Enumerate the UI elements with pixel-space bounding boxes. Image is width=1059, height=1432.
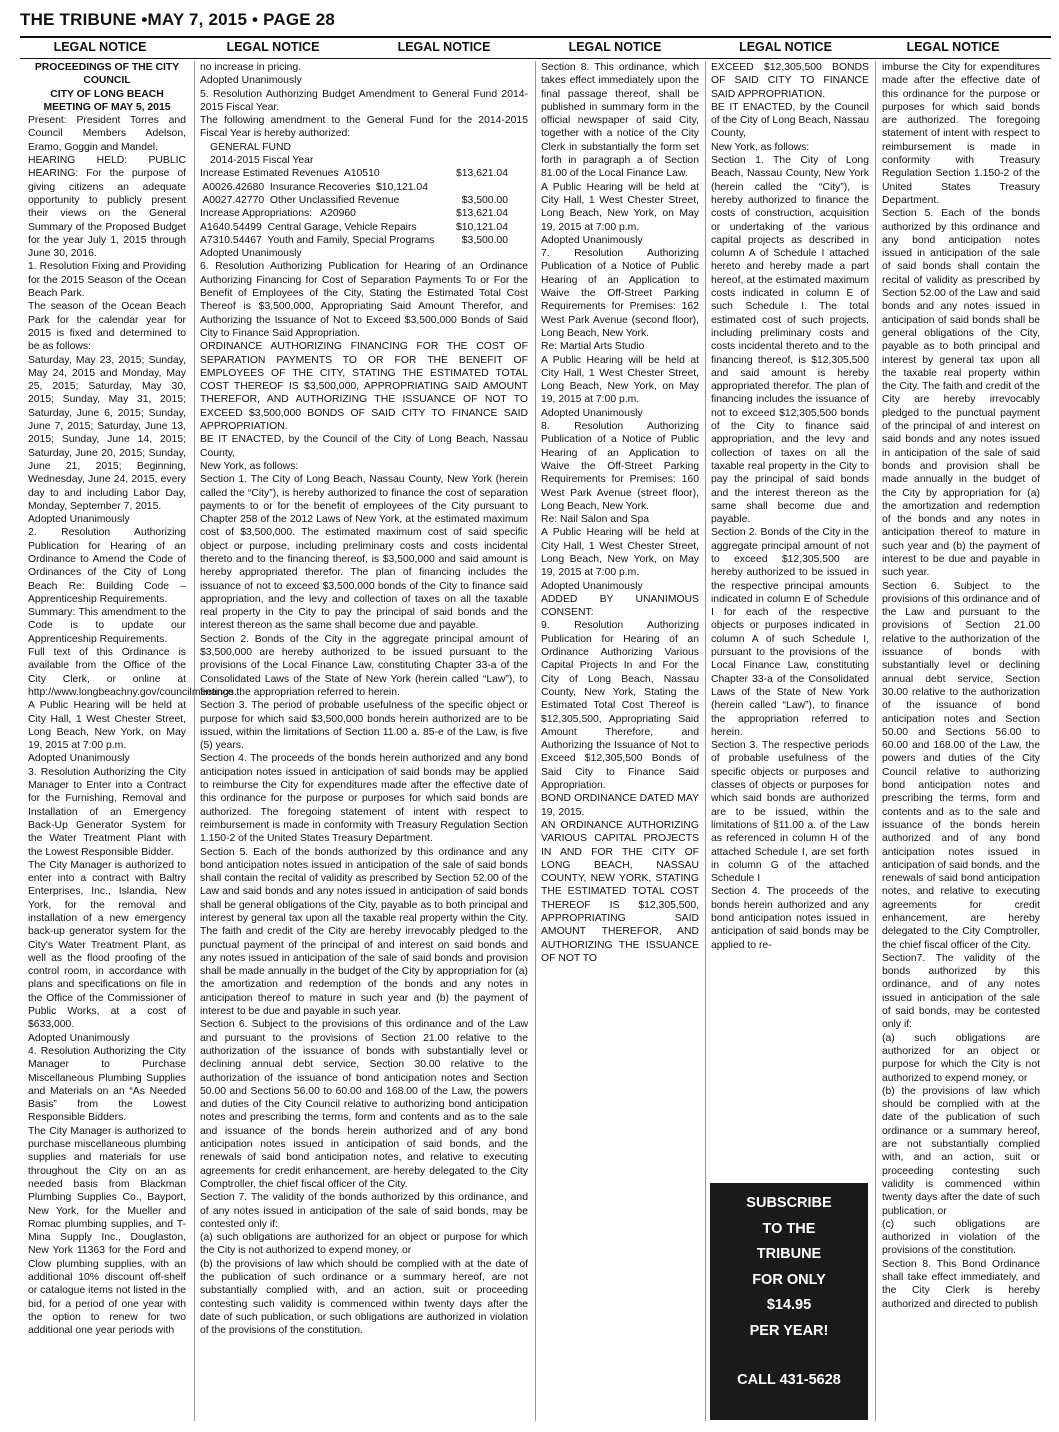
paragraph: Adopted Unanimously bbox=[541, 234, 643, 246]
paragraph: The following amendment to the General Fund for the 2014-2015 Fiscal Year is hereby authorized: bbox=[200, 115, 528, 140]
fund-row-label: A7310.54467 Youth and Family, Special Programs bbox=[200, 234, 435, 246]
paragraph: New York, as follows: bbox=[711, 141, 810, 153]
paragraph: Section 2. Bonds of the City in the aggregate principal amount of $3,500,000 are hereby authorized to be issued pursuant to the provisions of the Local Finance Law, constituting Chapter 33-a of the Consolidated Laws of the State of New York (herein called “Law”), to finance the appropriation referred to herein. bbox=[200, 633, 528, 698]
paragraph: 8. Resolution Authorizing Publication of a Notice of Public Hearing of an Application to Waive the Off-Street Parking Requirements for Premises: 160 West Park Avenue (street floor), Long Beach, New York. bbox=[541, 421, 699, 512]
paragraph: Section 3. The respective periods of probable usefulness of the specific objects or purposes and classes of objects or purposes for which said bonds are authorized are to be issued, within the limitations of §11.00 a. of the Law as referenced in column H of the attached Schedule I, are set forth in column G of the attached Schedule I bbox=[711, 740, 869, 885]
paragraph: Section 3. The period of probable usefulness of the specific object or purpose for which said $3,500,000 bonds herein authorized are to be issued, within the limitations of Section 11.00 a. 85-e of the Law, is five (5) years. bbox=[200, 700, 528, 752]
fund-row-amount: $10,121.04 bbox=[455, 221, 508, 233]
column-header: LEGAL NOTICE bbox=[53, 40, 147, 54]
col2-intro bbox=[200, 61, 528, 141]
paragraph: (c) such obligations are authorized in violation of the provisions of the constitution. bbox=[882, 1218, 1040, 1257]
paragraph: BOND ORDINANCE DATED MAY 19, 2015. bbox=[541, 793, 699, 818]
proceedings-heading: PROCEEDINGS OF THE CITY COUNCIL bbox=[34, 62, 180, 87]
paragraph: Re: Nail Salon and Spa bbox=[541, 514, 650, 526]
fund-title: GENERAL FUND bbox=[210, 141, 292, 153]
paragraph: Adopted Unanimously bbox=[200, 248, 302, 260]
paragraph: The City Manager is authorized to purchase miscellaneous plumbing supplies and materials for use throughout the City on an as needed basis from Blackman Plumbing Supplies Co., Bayport, New York, for the Mueller and Romac plumbing supplies, and T-Mina Supply Inc., Douglaston, New York 11363 for the Ford and Clow plumbing supplies, with an additional 10% discount off-shelf or catalogue items not listed in the bid, for a period of one year with the option to renew for two additional one year periods with bbox=[28, 1125, 186, 1337]
fund-table bbox=[200, 167, 528, 247]
city-heading: CITY OF LONG BEACH bbox=[50, 88, 164, 100]
paragraph: A Public Hearing will be held at City Hall, 1 West Chester Street, Long Beach, New York, on May 19, 2015 at 7:00 p.m. bbox=[28, 700, 186, 752]
paragraph: (b) the provisions of law which should be complied with at the date of the publication of such ordinance or a summary hereof, are not substantially complied with, and an action, suit or proceeding contesting such validity is commenced within twenty days after the date of such publication, or such obligations are authorized in violation of the provisions of the constitution. bbox=[200, 1258, 528, 1337]
fund-row-label: A0027.42770 Other Unclassified Revenue bbox=[200, 194, 400, 206]
column-divider bbox=[705, 61, 706, 1421]
paragraph: Re: Martial Arts Studio bbox=[541, 341, 645, 353]
paragraph: Saturday, May 23, 2015; Sunday, May 24, 2015 and Monday, May 25, 2015; Saturday, May 30, 2015; Sunday, May 31, 2015; Saturday, June 6, 2015; Sunday, June 7, 2015; Saturday, June 13, 2015; Sunday, June 14, 2015; Saturday, June 20, 2015; Sunday, June 21, 2015; Beginning, Wednesday, June 24, 2015, every day to and including Labor Day, Monday, September 7, 2015. bbox=[28, 354, 186, 512]
col2-body bbox=[200, 247, 528, 1337]
paragraph: BE IT ENACTED, by the Council of the City of Long Beach, Nassau County, bbox=[711, 101, 869, 140]
paragraph: The City Manager is authorized to enter into a contract with Baltry Enterprises, Inc., Islandia, New York, for the removal and installation of a new emergency back-up generator system for the City's Water Treatment Plant, as well as the flood proofing of the control room, in accordance with plans and specifications on file in the Office of the Commissioner of Public Works, at a cost of $633,000. bbox=[28, 859, 186, 1031]
paragraph: Section 5. Each of the bonds authorized by this ordinance and any bond anticipation notes issued in anticipation of the sale of said bonds shall contain the recital of validity as prescribed by Section 52.00 of the Law and said bonds and any notes issued in anticipation of said bonds shall be general obligations of the City, payable as to both principal and interest by general tax upon all the taxable real property within the City. The faith and credit of the City are hereby irrevocably pledged to the punctual payment of the principal of and interest on said bonds and any notes issued in anticipation of the sale of said bonds and provision shall be made annually in the budget of the City by appropriation for (a) the amortization and redemption of the bonds and any notes in anticipation thereof to mature in such year and (b) the payment of interest to be due and payable in such year. bbox=[882, 208, 1040, 579]
fund-row-amount: $3,500.00 bbox=[461, 194, 508, 206]
fund-row-label: Increase Appropriations: A20960 bbox=[200, 208, 356, 220]
column-header: LEGAL NOTICE bbox=[397, 40, 491, 54]
paragraph: (a) such obligations are authorized for an object or purpose for which the City is not authorized to expend money, or bbox=[882, 1032, 1040, 1084]
paragraph: Section 4. The proceeds of the bonds herein authorized and any bond anticipation notes issued in anticipation of said bonds may be applied to reimburse the City for expenditures made after the effective date of this ordinance for the purpose or purposes for which said bonds are authorized. The foregoing statement of intent with respect to reimbursement is made in conformity with Treasury Regulation Section 1.150-2 of the United States Treasury Department. bbox=[200, 753, 528, 845]
ad-line: TO THE bbox=[762, 1220, 816, 1237]
paragraph: The season of the Ocean Beach Park for the calendar year for 2015 is fixed and determined to be as follows: bbox=[28, 301, 186, 353]
fund-row-amount: $10,121.04 bbox=[375, 181, 428, 193]
paragraph: (b) the provisions of law which should be complied with at the date of the publication of such ordinance or a summary hereof, are not substantially complied with, and an action, suit or proceeding contesting such validity is commenced within twenty days after the date of such publication, or bbox=[882, 1085, 1040, 1217]
fund-row-amount: $13,621.04 bbox=[455, 208, 508, 220]
fund-row-label: Increase Estimated Revenues A10510 bbox=[200, 168, 380, 180]
ad-line: PER YEAR! bbox=[749, 1322, 829, 1339]
paragraph: Section 5. Each of the bonds authorized by this ordinance and any bond anticipation notes issued in anticipation of the sale of said bonds shall contain the recital of validity as prescribed by Section 52.00 of the Law and said bonds and any notes issued in anticipation of said bonds shall be general obligations of the City, payable as to both principal and interest by general tax upon all the taxable real property within the City. The faith and credit of the City are hereby irrevocably pledged to the punctual payment of the principal of and interest on said bonds and any notes issued in anticipation of the sale of said bonds and provision shall be made annually in the budget of the City by appropriation for (a) the amortization and redemption of the bonds and any notes in anticipation thereof to mature in such year and (b) the payment of interest to be due and payable in such year. bbox=[200, 846, 528, 1018]
column-header: LEGAL NOTICE bbox=[226, 40, 320, 54]
paragraph: (a) such obligations are authorized for an object or purpose for which the City is not authorized to expend money, or bbox=[200, 1232, 528, 1257]
column-headers bbox=[20, 40, 1051, 58]
column-5 bbox=[882, 61, 1040, 1421]
paragraph: 3. Resolution Authorizing the City Manager to Enter into a Contract for the Furnishing, Removal and Installation of an Emergency Back-Up Generator System for the Water Treatment Plant with the Lowest Responsible Bidder. bbox=[28, 766, 186, 858]
fund-row bbox=[200, 221, 528, 234]
paragraph: imburse the City for expenditures made after the effective date of this ordinance for the purpose or purposes for which said bonds are authorized. The foregoing statement of intent with respect to reimbursement is made in conformity with Treasury Regulation Section 1.150-2 of the United States Treasury Department. bbox=[882, 62, 1040, 206]
fund-row bbox=[200, 194, 528, 207]
col1-body bbox=[28, 114, 237, 1337]
ad-line: TRIBUNE bbox=[756, 1246, 822, 1262]
paragraph: Section 8. This ordinance, which takes effect immediately upon the final passage thereof, shall be published in summary form in the official newspaper of said City, together with a notice of the City Clerk in substantially the form set forth in paragraph a of Section 81.00 of the Local Finance Law. bbox=[541, 62, 699, 180]
paragraph: 6. Resolution Authorizing Publication for Hearing of an Ordinance Authorizing Financing for Cost of Separation Payments To or For the Benefit of Employees of the City, Stating the Estimated Total Cost Thereof is $3,500,000, Appropriating Said Amount Therefor, and Authorizing the Issuance of Not to Exceed $3,500,000 Bonds of Said City to Finance Said Appropriation. bbox=[200, 261, 528, 339]
paragraph: Section 4. The proceeds of the bonds herein authorized and any bond anticipation notes issued in anticipation of said bonds may be applied to re- bbox=[711, 886, 869, 951]
paragraph: New York, as follows: bbox=[200, 460, 299, 472]
paragraph: 1. Resolution Fixing and Providing for the 2015 Season of the Ocean Beach Park. bbox=[28, 261, 186, 300]
column-header: LEGAL NOTICE bbox=[739, 40, 832, 54]
column-header: LEGAL NOTICE bbox=[906, 40, 1000, 54]
paragraph: A Public Hearing will be held at City Hall, 1 West Chester Street, Long Beach, New York, on May 19, 2015 at 7:00 p.m. bbox=[541, 354, 699, 406]
column-divider bbox=[535, 61, 536, 1421]
fund-row-amount: $13,621.04 bbox=[455, 168, 508, 180]
paragraph: A Public Hearing will be held at City Hall, 1 West Chester Street, Long Beach, New York, on May 19, 2015 at 7:00 p.m. bbox=[541, 181, 699, 233]
fund-year: 2014-2015 Fiscal Year bbox=[210, 155, 314, 167]
fund-row bbox=[200, 207, 528, 220]
col5-body bbox=[882, 61, 1040, 1311]
paragraph: 4. Resolution Authorizing the City Manager to Purchase Miscellaneous Plumbing Supplies and Materials on an “As Needed Basis” from the Lowest Responsible Bidders. bbox=[28, 1045, 186, 1124]
paragraph: ADDED BY UNANIMOUS CONSENT: bbox=[541, 593, 699, 619]
paragraph: Adopted Unanimously bbox=[541, 407, 643, 419]
paragraph: Section 1. The City of Long Beach, Nassau County, New York (herein called the “City”), is hereby authorized to finance the cost of separation payments to or for the benefit of employees of the City pursuant to Chapter 258 of the 2012 Laws of New York, at the estimated maximum cost of $3,500,000. The estimated maximum cost of said specific object or purpose, including preliminary costs and costs incidental thereto and to the financing thereof, is $3,500,000 and said amount is hereby appropriated therefor. The plan of financing includes the issuance of not to exceed $3,500,000 bonds of the City to finance said appropriation, and the levy and collection of taxes on all the taxable real property in the City to pay the principal of said bonds and the interest thereon as the same shall become due and payable. bbox=[200, 474, 528, 632]
paragraph: ORDINANCE AUTHORIZING FINANCING FOR THE COST OF SEPARATION PAYMENTS TO OR FOR THE BENEFIT OF EMPLOYEES OF THE CITY, STATING THE ESTIMATED TOTAL COST THEREOF IS $3,500,000, APPROPRIATING SAID AMOUNT THEREFOR, AND AUTHORIZING THE ISSUANCE OF NOT TO EXCEED $3,500,000 BONDS OF SAID CITY TO FINANCE SAID APPROPRIATION. bbox=[200, 341, 528, 433]
paragraph: Adopted Unanimously bbox=[28, 753, 130, 765]
paragraph: 2. Resolution Authorizing Publication for Hearing of an Ordinance to Amend the Code of Ordinances of the City of Long Beach Re: Building Code – Apprenticeship Requirements. bbox=[28, 527, 186, 605]
paragraph: Section 6. Subject to the provisions of this ordinance and of the Law and pursuant to the provisions of Section 21.00 relative to the authorization of the issuance of bonds with substantially level or declining annual debt service, Section 30.00 relative to the authorization of the issuance of bond anticipation notes and Section 50.00 and Sections 56.00 to 60.00 and 168.00 of the Law, the powers and duties of the City Council relative to authorizing bond anticipation notes and prescribing the terms, form and contents and as to the sale and issuance of the bonds herein authorized and of any bond anticipation notes issued in anticipation of said bonds, and the renewals of said bond anticipation notes, and relative to executing agreements for credit enhancement, are hereby delegated to the City Comptroller, the chief fiscal officer of the City. bbox=[882, 580, 1040, 951]
column-4 bbox=[711, 61, 869, 1176]
fund-row-label: A0026.42680 Insurance Recoveries bbox=[200, 181, 371, 193]
column-divider bbox=[875, 61, 876, 1421]
paragraph: Present: President Torres and Council Members Adelson, Eramo, Goggin and Mandel. bbox=[28, 115, 186, 153]
paragraph: Adopted Unanimously bbox=[200, 75, 302, 87]
paragraph: Section 1. The City of Long Beach, Nassau County, New York (herein called the “City”), is hereby authorized to finance the costs of construction, acquisition or undertaking of the various capital projects as described in column A of Schedule I attached hereto and hereby made a part hereof, at the estimated maximum costs indicated in column E of such Schedule I. The total estimated cost of such projects, including preliminary costs and costs incidental thereto and to the financing thereof, is $12,305,500 and said amount is hereby appropriated therefor. The plan of financing includes the issuance of not to exceed $12,305,500 bonds of the City to finance said appropriation, and the levy and collection of taxes on all the taxable real property in the City to pay the principal of said bonds and the interest thereon as the same shall become due and payable. bbox=[711, 155, 869, 526]
masthead: THE TRIBUNE •MAY 7, 2015 • PAGE 28 bbox=[20, 10, 336, 29]
paragraph: Full text of this Ordinance is available from the Office of the City Clerk, or online at http://www.longbeachny.gov/councilmeetings. bbox=[28, 647, 237, 698]
paragraph: BE IT ENACTED, by the Council of the City of Long Beach, Nassau County, bbox=[200, 434, 528, 459]
paragraph: Adopted Unanimously bbox=[28, 1032, 130, 1044]
header-rule bbox=[20, 58, 1051, 59]
paragraph: Section 8. This Bond Ordinance shall take effect immediately, and the City Clerk is hereby authorized and directed to publish bbox=[882, 1258, 1040, 1310]
paragraph: HEARING HELD: PUBLIC HEARING: For the purpose of giving citizens an adequate opportunity to publicly present their views on the General Summary of the Proposed Budget for the year July 1, 2015 through June 30, 2016. bbox=[28, 155, 186, 260]
paragraph: A Public Hearing will be held at City Hall, 1 West Chester Street, Long Beach, New York, on May 19, 2015 at 7:00 p.m. bbox=[541, 527, 699, 579]
paragraph: Section 2. Bonds of the City in the aggregate principal amount of not to exceed $12,305,500 are hereby authorized to be issued in the respective principal amounts indicated in column E of Schedule I for each of the respective objects or purposes indicated in column A of such Schedule I, pursuant to the provisions of the Local Finance Law, constituting Chapter 33-a of the Consolidated Laws of the State of New York (herein called “Law”), to finance the appropriation referred to herein. bbox=[711, 527, 869, 738]
fund-row-amount: $3,500.00 bbox=[461, 234, 508, 246]
fund-row-label: A1640.54499 Central Garage, Vehicle Repairs bbox=[200, 221, 417, 233]
fund-row bbox=[200, 181, 528, 194]
top-rule bbox=[20, 36, 1051, 38]
paragraph: 7. Resolution Authorizing Publication of a Notice of Public Hearing of an Application to Waive the Off-Street Parking Requirements for Premises: 162 West Park Avenue (second floor), Long Beach, New York. bbox=[541, 248, 699, 339]
paragraph: Section7. The validity of the bonds authorized by this ordinance, and of any notes issued in anticipation of the sale of said bonds, may be contested only if: bbox=[882, 952, 1040, 1031]
column-2 bbox=[200, 61, 528, 1421]
paragraph: 5. Resolution Authorizing Budget Amendment to General Fund 2014-2015 Fiscal Year. bbox=[200, 88, 528, 113]
paragraph: no increase in pricing. bbox=[200, 62, 302, 73]
ad-line: SUBSCRIBE bbox=[746, 1195, 832, 1211]
paragraph: Adopted Unanimously bbox=[28, 514, 130, 526]
paragraph: EXCEED $12,305,500 BONDS OF SAID CITY TO FINANCE SAID APPROPRIATION. bbox=[711, 62, 869, 100]
column-header: LEGAL NOTICE bbox=[568, 40, 662, 54]
column-divider bbox=[194, 61, 195, 1421]
paragraph: Adopted Unanimously bbox=[541, 580, 643, 592]
paragraph: AN ORDINANCE AUTHORIZING VARIOUS CAPITAL PROJECTS IN AND FOR THE CITY OF LONG BEACH, NASSAU COUNTY, NEW YORK, STATING THE ESTIMATED TOTAL COST THEREOF IS $12,305,500, APPROPRIATING SAID AMOUNT THEREFOR, AND AUTHORIZING THE ISSUANCE OF NOT TO bbox=[541, 819, 699, 964]
fund-row bbox=[200, 167, 528, 180]
meeting-heading: MEETING OF MAY 5, 2015 bbox=[43, 101, 171, 113]
paragraph: Section 6. Subject to the provisions of this ordinance and of the Law and pursuant to the provisions of Section 21.00 relative to the authorization of the issuance of bonds with substantially level or declining annual debt service, Section 30.00 relative to the authorization of the issuance of bond anticipation notes and Section 50.00 and Sections 56.00 to 60.00 and 168.00 of the Law, the powers and duties of the City Council relative to authorizing bond anticipation notes and prescribing the terms, form and contents and as to the sale and issuance of the bonds herein authorized and of any bond anticipation notes issued in anticipation of said bonds, and the renewals of said bond anticipation notes, and relative to executing agreements for credit enhancement, are hereby delegated to the City Comptroller, the chief fiscal officer of the City. bbox=[200, 1019, 528, 1190]
col3-body bbox=[541, 61, 699, 965]
fund-row bbox=[200, 234, 528, 247]
ad-phone: CALL 431-5628 bbox=[737, 1372, 841, 1388]
ad-line: FOR ONLY bbox=[752, 1271, 826, 1288]
column-3 bbox=[541, 61, 699, 1421]
paragraph: Section 7. The validity of the bonds authorized by this ordinance, and of any notes issued in anticipation of the sale of said bonds, may be contested only if: bbox=[200, 1192, 528, 1230]
column-1 bbox=[28, 61, 237, 1421]
col4-body bbox=[711, 61, 869, 952]
subscribe-ad[interactable] bbox=[710, 1183, 868, 1420]
paragraph: Summary: This amendment to the Code is to update our Apprenticeship Requirements. bbox=[28, 607, 186, 645]
ad-line: $14.95 bbox=[766, 1297, 812, 1313]
paragraph: 9. Resolution Authorizing Publication for Hearing of an Ordinance Authorizing Various Capital Projects In and For the City of Long Beach, Nassau County, New York, Stating the Estimated Total Cost Thereof is $12,305,500, Appropriating Said Amount Therefore, and Authorizing the Issuance of Not to Exceed $12,305,500 Bonds of Said City to Finance Said Appropriation. bbox=[541, 620, 699, 792]
